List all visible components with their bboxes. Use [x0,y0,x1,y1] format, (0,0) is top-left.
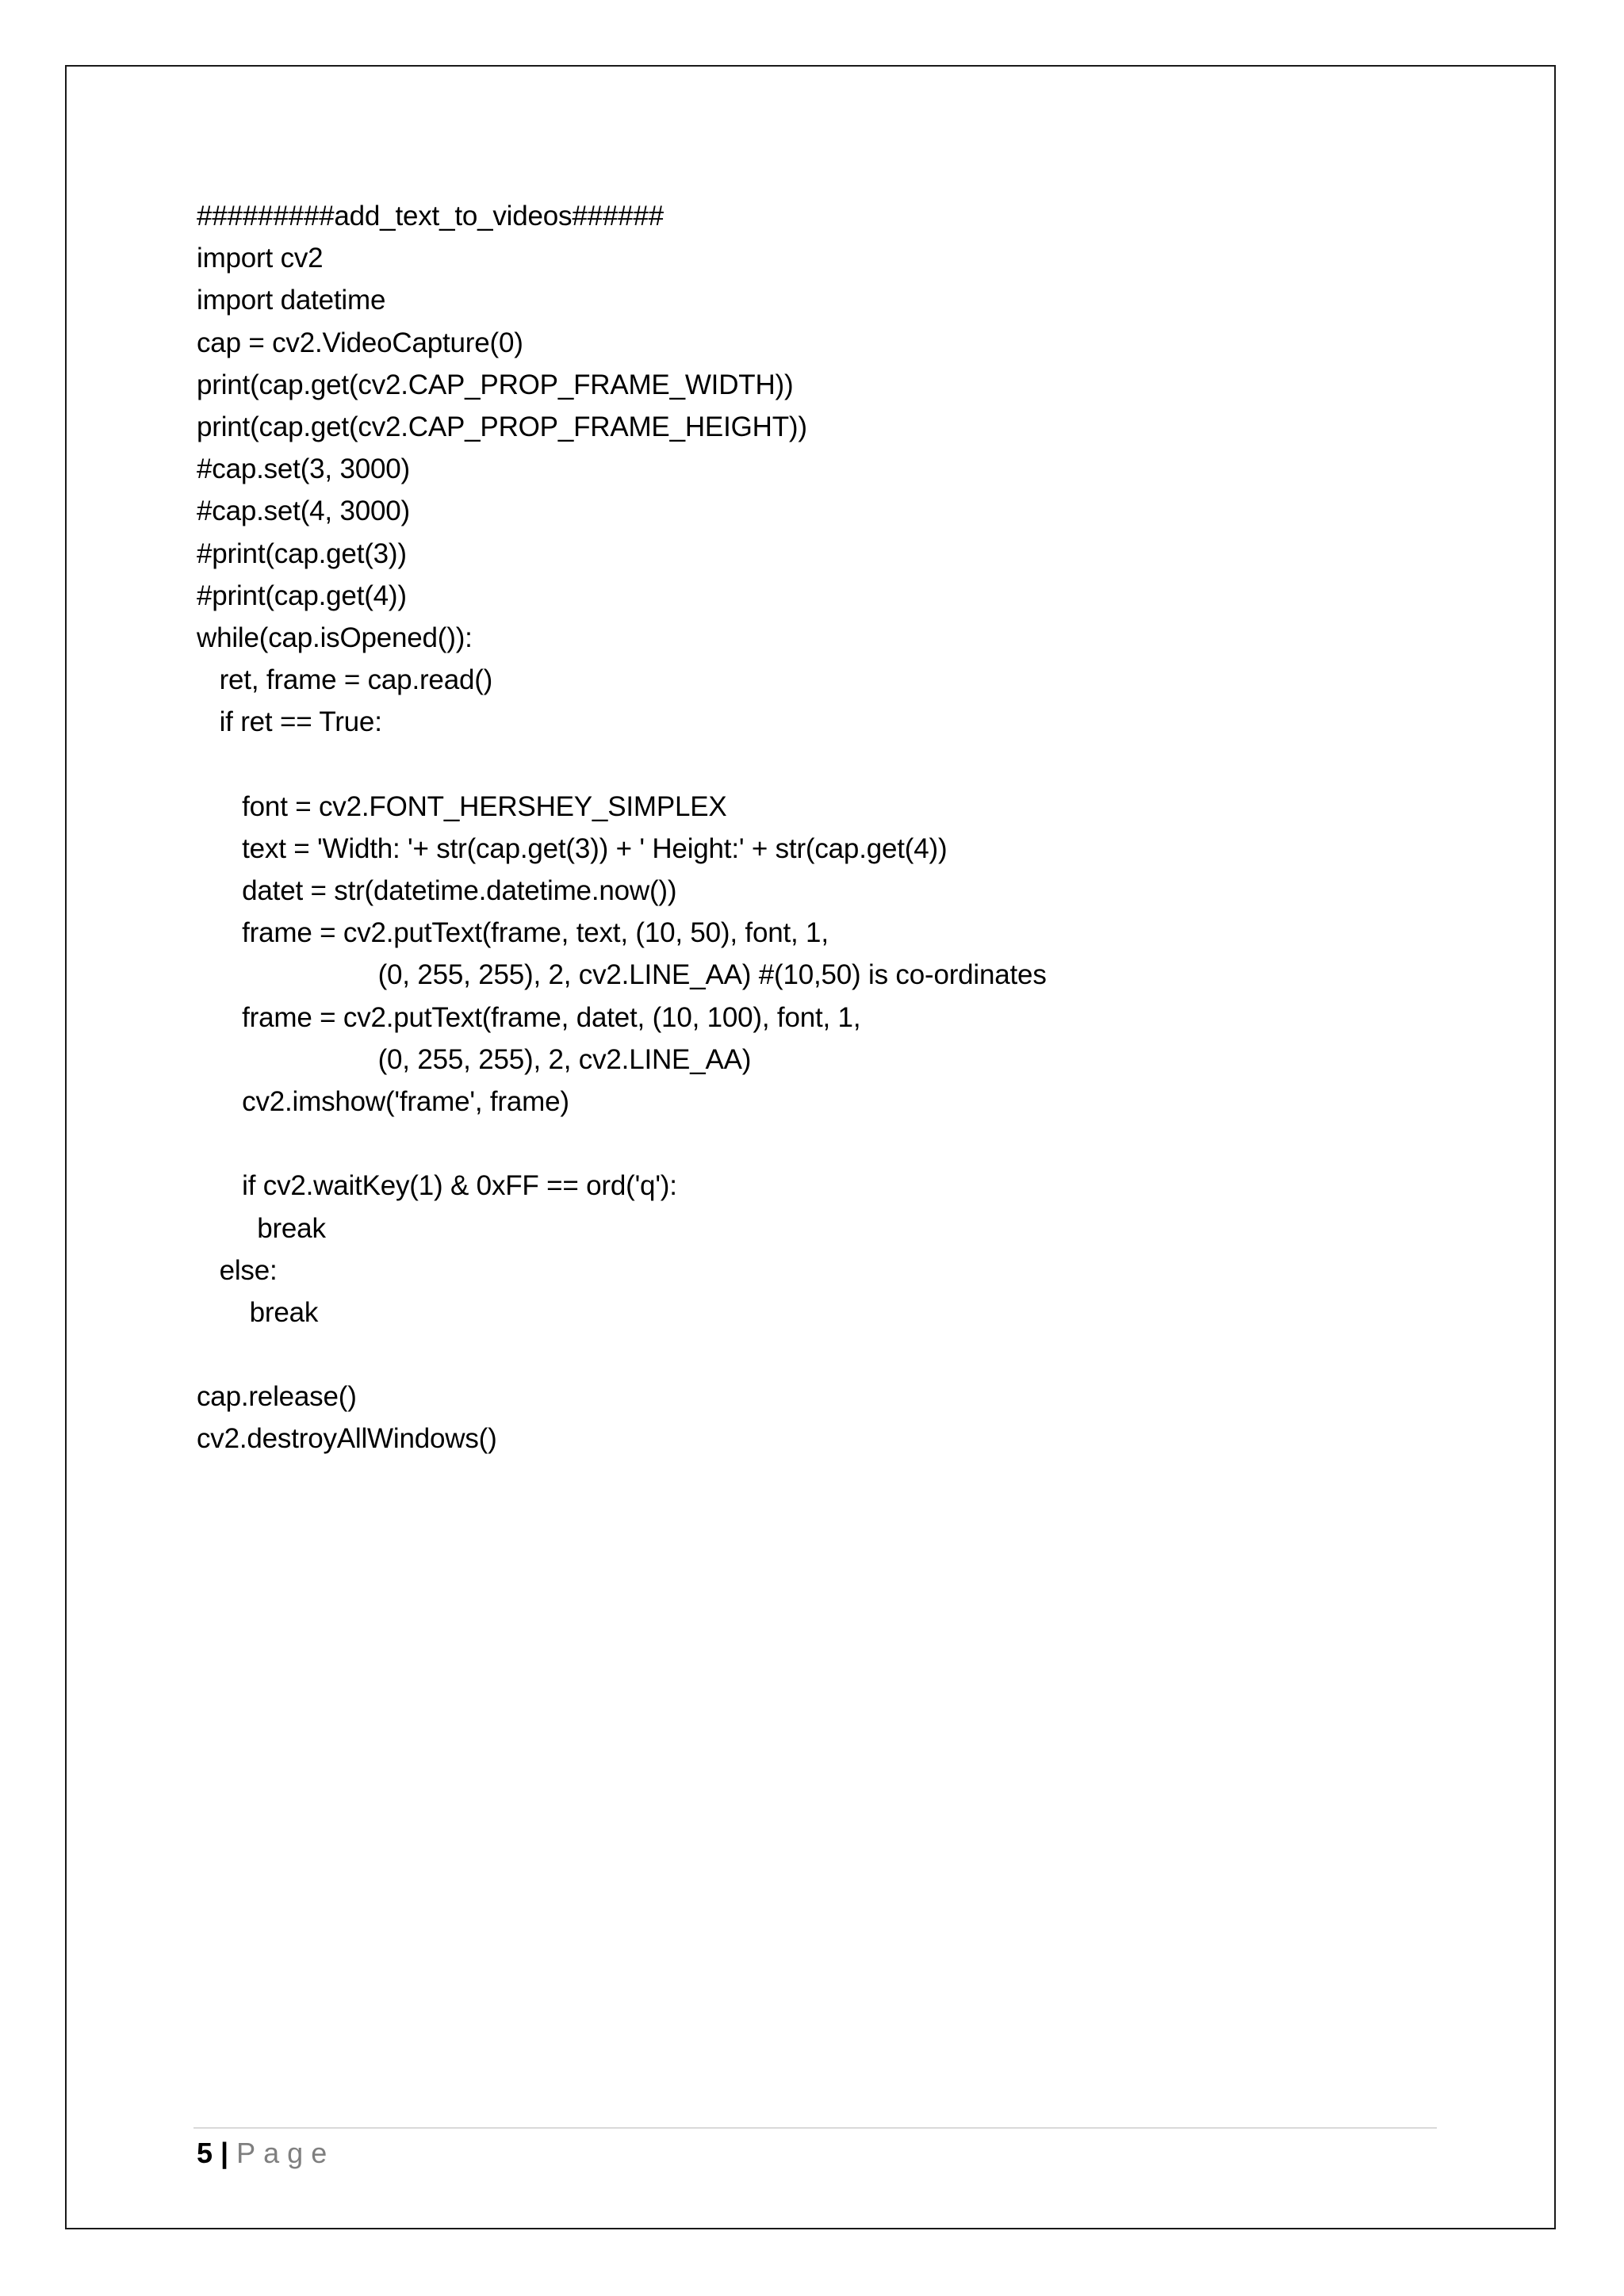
code-line: font = cv2.FONT_HERSHEY_SIMPLEX [197,790,727,822]
code-line: import cv2 [197,243,324,274]
code-line: #print(cap.get(4)) [197,580,407,611]
code-line [197,1334,1465,1376]
code-line: (0, 255, 255), 2, cv2.LINE_AA) [197,1043,752,1075]
code-line: #cap.set(4, 3000) [197,496,410,527]
code-line: if cv2.waitKey(1) & 0xFF == ord('q'): [197,1170,677,1202]
code-line [197,743,1465,785]
page-number: 5 [197,2137,213,2169]
code-line: #########add_text_to_videos###### [197,201,664,232]
code-line: cap = cv2.VideoCapture(0) [197,327,523,358]
code-line: cv2.destroyAllWindows() [197,1423,497,1455]
page-footer [197,2133,335,2174]
code-line: #print(cap.get(3)) [197,538,407,569]
code-line: text = 'Width: '+ str(cap.get(3)) + ' Height:' + str(cap.get(4)) [197,832,948,864]
footer-separator: | [220,2137,229,2169]
code-line: frame = cv2.putText(frame, text, (10, 50), font, 1, [197,917,829,949]
code-line: else: [197,1254,278,1286]
code-line: ret, frame = cap.read() [197,664,493,696]
code-line: cv2.imshow('frame', frame) [197,1085,569,1117]
code-line: (0, 255, 255), 2, cv2.LINE_AA) #(10,50) is co-ordinates [197,959,1047,991]
code-line [197,1123,1465,1165]
page-label: Page [236,2137,335,2169]
code-line: break [197,1212,326,1244]
code-line: #cap.set(3, 3000) [197,453,410,485]
footer-divider [193,2127,1437,2129]
code-line: import datetime [197,285,386,316]
code-line: datet = str(datetime.datetime.now()) [197,875,677,906]
code-line: frame = cv2.putText(frame, datet, (10, 100), font, 1, [197,1001,861,1033]
code-line: break [197,1296,319,1328]
code-listing [197,195,1465,1460]
code-line: print(cap.get(cv2.CAP_PROP_FRAME_HEIGHT)) [197,411,807,442]
code-line: print(cap.get(cv2.CAP_PROP_FRAME_WIDTH)) [197,369,794,400]
code-line: if ret == True: [197,706,382,738]
code-line: while(cap.isOpened()): [197,622,473,653]
code-line: cap.release() [197,1381,357,1413]
